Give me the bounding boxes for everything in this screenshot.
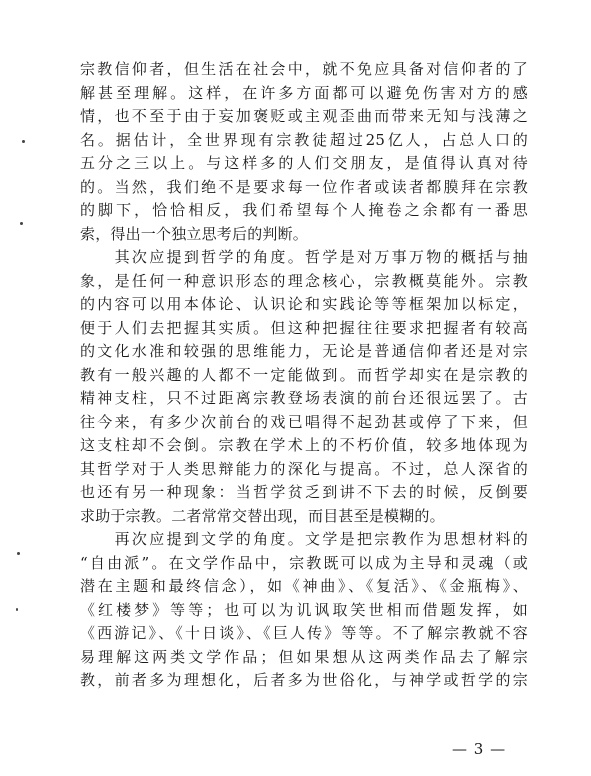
text-line: 也还有另一种现象：当哲学贫乏到讲不下去的时候，反倒要 [80, 483, 528, 501]
scan-speck [16, 608, 18, 611]
text-line: 宗教信仰者，但生活在社会中，就不免应具备对信仰者的了 [80, 60, 528, 78]
scan-speck [17, 552, 20, 555]
text-line: 索，得出一个独立思考后的判断。 [80, 224, 309, 243]
text-line: 其哲学对于人类思辩能力的深化与提高。不过，总人深省的 [80, 459, 528, 478]
text-line: 往今来，有多少次前台的戏已唱得不起劲甚或停了下来，但 [80, 412, 528, 431]
text-line: 五分之三以上。与这样多的人们交朋友，是值得认真对待 [80, 154, 528, 172]
text-line: 其次应提到哲学的角度。哲学是对万事万物的概括与抽 [80, 248, 528, 266]
text-line: 的文化水准和较强的思维能力，无论是普通信仰者还是对宗 [80, 342, 528, 360]
text-line: 《红楼梦》等等；也可以为讥讽取笑世相而借题发挥，如 [80, 600, 528, 619]
text-line: 的内容可以用本体论、认识论和实践论等等框架加以标定， [80, 295, 528, 313]
body-text [80, 58, 528, 693]
text-line: 再次应提到文学的角度。文学是把宗教作为思想材料的 [80, 530, 528, 548]
text-line: 的。当然，我们绝不是要求每一位作者或读者都膜拜在宗教 [80, 177, 528, 196]
text-line: 教，前者多为理想化，后者多为世俗化，与神学或哲学的宗 [80, 671, 528, 689]
text-line: 便于人们去把握其实质。但这种把握往往要求把握者有较高 [80, 318, 528, 337]
page-number: — 3 — [452, 740, 507, 758]
text-line: “自由派”。在文学作品中，宗教既可以成为主导和灵魂（或 [80, 553, 528, 572]
scan-speck [20, 222, 23, 225]
text-line: 教有一般兴趣的人都不一定能做到。而哲学却实在是宗教的 [80, 365, 528, 384]
text-line: 情，也不至于由于妄加褒贬或主观歪曲而带来无知与浅薄之 [80, 107, 528, 125]
text-line: 这支柱却不会倒。宗教在学术上的不朽价值，较多地体现为 [80, 436, 528, 454]
text-line: 潜在主题和最终信念），如《神曲》、《复活》、《金瓶梅》、 [80, 577, 528, 595]
text-line: 的脚下，恰恰相反，我们希望每个人掩卷之余都有一番思 [80, 201, 528, 219]
scan-speck [22, 140, 25, 143]
text-line: 《西游记》、《十日谈》、《巨人传》等等。不了解宗教就不容 [80, 624, 528, 642]
text-line: 象，是任何一种意识形态的理念核心，宗教概莫能外。宗教 [80, 271, 528, 290]
text-line: 精神支柱，只不过距离宗教登场表演的前台还很远罢了。古 [80, 389, 528, 407]
text-line: 求助于宗教。二者常常交替出现，而目甚至是模糊的。 [80, 506, 445, 525]
text-line: 解甚至理解。这样，在许多方面都可以避免伤害对方的感 [80, 83, 528, 102]
text-line: 名。据估计，全世界现有宗教徒超过25亿人，占总人口的 [80, 130, 528, 149]
text-line: 易理解这两类文学作品；但如果想从这两类作品去了解宗 [80, 647, 528, 666]
